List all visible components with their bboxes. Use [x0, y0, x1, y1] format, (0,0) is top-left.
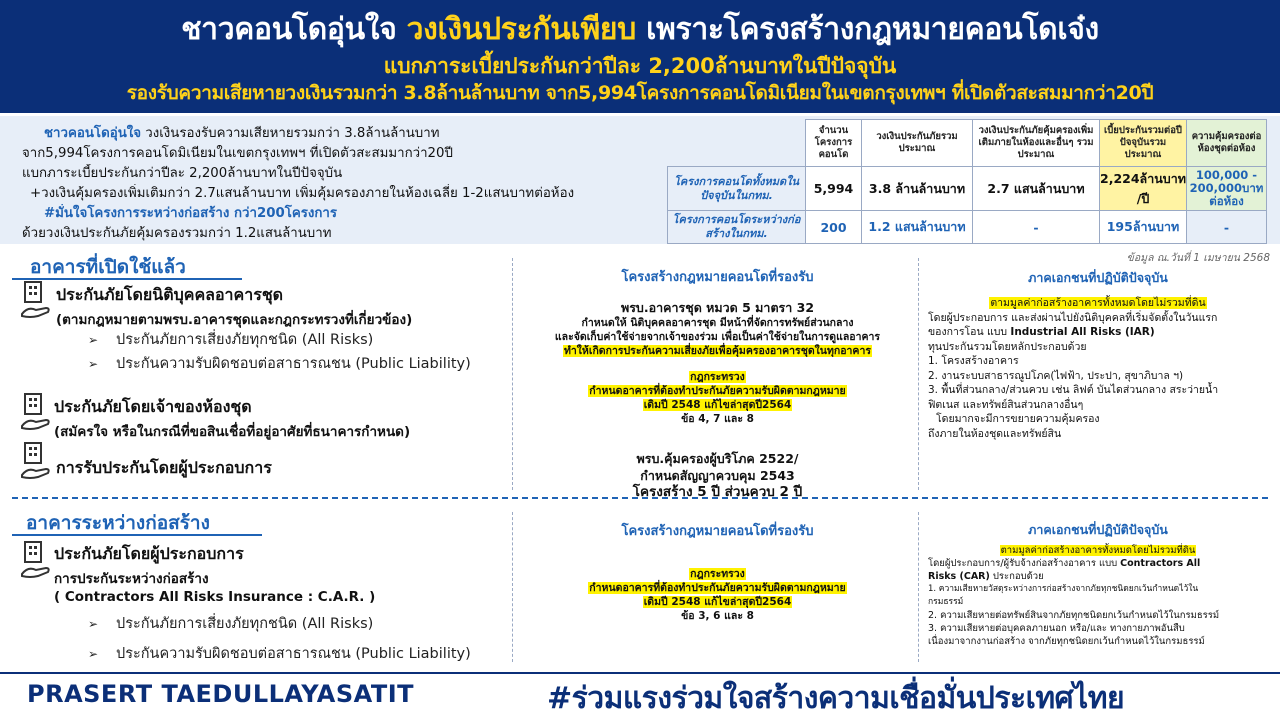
- law-text: กำหนดให้ นิติบุคคลอาคารชุด มีหน้าที่จัดการทรัพย์ส่วนกลาง: [581, 317, 854, 329]
- stats-col-header: ความคุ้มครองต่อห้องชุดต่อห้อง: [1187, 120, 1267, 167]
- insurance-developer: [56, 456, 272, 481]
- law-text: [520, 384, 915, 398]
- headline-part-b: วงเงินประกันเพียบ: [406, 12, 636, 47]
- practice-line: เนื่องมาจากงานก่อสร้าง จากภัยทุกชนิดยกเว้นกำหนดไว้ในกรมธรรม์: [928, 636, 1205, 647]
- law-highlight: กำหนดอาคารที่ต้องทำประกันภัยความรับผิดตามกฎหมาย: [589, 582, 846, 594]
- column-divider: [918, 512, 919, 662]
- bullet-item: [88, 328, 373, 351]
- summary-line-1-rest: วงเงินรองรับความเสียหายรวมกว่า 3.8ล้านล้านบาท: [141, 126, 440, 141]
- practice-line: ทุนประกันรวมโดยหลักประกอบด้วย: [928, 340, 1087, 353]
- column-divider: [512, 258, 513, 490]
- law-text: [520, 567, 915, 581]
- practice-line: โดยผู้ประกอบการ และส่งผ่านไปยังนิติบุคคลที่เริ่มจัดตั้งในวันแรก: [928, 311, 1218, 324]
- legal-heading: โครงสร้างกฎหมายคอนโดที่รองรับ: [621, 270, 814, 285]
- stats-col-header: จำนวนโครงการคอนโด: [806, 120, 862, 167]
- arrow-bullet-icon: ➢: [88, 617, 99, 631]
- law-text: พรบ.อาคารชุด หมวด 5 มาตรา 32: [620, 300, 815, 315]
- legal-heading: โครงสร้างกฎหมายคอนโดที่รองรับ: [621, 524, 814, 539]
- law-text: [520, 370, 915, 384]
- practice-line: ถึงภายในห้องชุดและทรัพย์สิน: [928, 427, 1062, 440]
- practice-bold: Risks (CAR): [928, 571, 990, 582]
- law-text: และจัดเก็บค่าใช้จ่ายจากเจ้าของร่วม เพื่อเป็นค่าใช้จ่ายในการดูแลอาคาร: [554, 331, 881, 343]
- practice-line: [928, 557, 1268, 570]
- insurance-car: [54, 542, 375, 605]
- stats-cell: 1.2 แสนล้านบาท: [862, 211, 973, 244]
- practice-text: ของการโอน แบบ: [928, 326, 1011, 338]
- stats-row-label: โครงการคอนโดระหว่างก่อสร้างในกทม.: [668, 211, 806, 244]
- practice-line: 3. ความเสียหายต่อบุคคลภายนอก หรือ/และ ทางกายภาพอันสืบ: [928, 623, 1185, 634]
- stats-row: [668, 211, 1267, 244]
- law-text: [520, 595, 915, 609]
- stats-cell: -: [973, 211, 1100, 244]
- bullet-item: [88, 612, 373, 635]
- stats-cell: 3.8 ล้านล้านบาท: [862, 167, 973, 211]
- bullet-text: ประกันภัยการเสี่ยงภัยทุกชนิด (All Risks): [116, 332, 374, 348]
- practice-text: ประกอบด้วย: [989, 571, 1044, 582]
- bullet-text: ประกันความรับผิดชอบต่อสาธารณชน (Public Liability): [116, 356, 471, 372]
- bullet-item: [88, 642, 471, 665]
- header-banner: [0, 0, 1280, 113]
- summary-line-6: ด้วยวงเงินประกันภัยคุ้มครองรวมกว่า 1.2แสนล้านบาท: [22, 226, 332, 241]
- headline-sub-1: แบกภาระเบี้ยประกันกว่าปีละ 2,200ล้านบาทในปีปัจจุบัน: [383, 54, 897, 78]
- stats-header-row: [668, 120, 1267, 167]
- stats-row: [668, 167, 1267, 211]
- insurance-title: ประกันภัยโดยเจ้าของห้องชุด: [54, 397, 252, 416]
- private-practice-open: [928, 268, 1268, 441]
- practice-highlight: ตามมูลค่าก่อสร้างอาคารทั้งหมดโดยไม่รวมที่ดิน: [990, 297, 1206, 309]
- legal-structure-open: [520, 266, 915, 501]
- arrow-bullet-icon: ➢: [88, 647, 99, 661]
- stats-cell: 200: [806, 211, 862, 244]
- practice-bold: Industrial All Risks (IAR): [1010, 326, 1155, 338]
- summary-highlight: ชาวคอนโดอุ่นใจ: [44, 126, 142, 141]
- arrow-bullet-icon: ➢: [88, 333, 99, 347]
- law-highlight: เดิมปี 2548 แก้ไขล่าสุดปี2564: [643, 399, 792, 411]
- insurance-subtitle: การประกันระหว่างก่อสร้าง: [54, 571, 209, 587]
- stats-corner: [668, 120, 806, 167]
- insurance-owner: [54, 395, 410, 442]
- legal-structure-construction: [520, 520, 915, 623]
- stats-cell: 2,224ล้านบาท /ปี: [1100, 167, 1187, 211]
- insurance-title: การรับประกันโดยผู้ประกอบการ: [56, 458, 272, 477]
- practice-text: โดยผู้ประกอบการ/ผู้รับจ้างก่อสร้างอาคาร แบบ: [928, 558, 1121, 569]
- stats-cell: 195ล้านบาท: [1100, 211, 1187, 244]
- bullet-item: [88, 352, 471, 375]
- practice-highlight: ตามมูลค่าก่อสร้างอาคารทั้งหมดโดยไม่รวมที่ดิน: [1000, 545, 1196, 556]
- stats-cell: 5,994: [806, 167, 862, 211]
- law-highlight: กำหนดอาคารที่ต้องทำประกันภัยความรับผิดตามกฎหมาย: [589, 385, 846, 397]
- building-icon: [20, 441, 52, 481]
- practice-line: ฟิตเนส และทรัพย์สินส่วนกลางอื่นๆ: [928, 398, 1084, 411]
- insurance-subtitle: (ตามกฎหมายตามพรบ.อาคารชุดและกฎกระทรวงที่เกี่ยวข้อง): [56, 312, 413, 328]
- section-title-construction: อาคารระหว่างก่อสร้าง: [26, 512, 210, 534]
- summary-text: [22, 124, 672, 244]
- summary-line-1: [22, 124, 672, 144]
- stats-table: [667, 119, 1267, 244]
- law-text: [520, 344, 915, 358]
- section-underline: [12, 534, 262, 536]
- law-highlight: กฎกระทรวง: [690, 371, 745, 383]
- headline-part-a: ชาวคอนโดอุ่นใจ: [181, 12, 407, 47]
- section-divider: [12, 497, 1268, 499]
- summary-line-3: แบกภาระเบี้ยประกันกว่าปีละ 2,200ล้านบาทในปีปัจจุบัน: [22, 166, 343, 181]
- practice-line: 2. ความเสียหายต่อทรัพย์สินจากภัยทุกชนิดยกเว้นกำหนดไว้ในกรมธรรม์: [928, 610, 1220, 621]
- practice-line: โดยมากจะมีการขยายความคุ้มครอง: [936, 413, 1100, 425]
- law-text: [520, 398, 915, 412]
- stats-cell: -: [1187, 211, 1267, 244]
- law-text: กำหนดสัญญาควบคุม 2543: [640, 468, 795, 483]
- stats-col-header: วงเงินประกันภัยคุ้มครองเพิ่มเติมภายในห้องและอื่นๆ รวมประมาณ: [973, 120, 1100, 167]
- practice-line: 3. พื้นที่ส่วนกลาง/ส่วนควบ เช่น ลิฟต์ บันไดส่วนกลาง สระว่ายน้ำ: [928, 384, 1219, 396]
- column-divider: [512, 512, 513, 662]
- summary-line-5: #มั่นใจโครงการระหว่างก่อสร้าง กว่า200โครงการ: [44, 206, 338, 221]
- summary-line-2: จาก5,994โครงการคอนโดมิเนียมในเขตกรุงเทพฯ ที่เปิดตัวสะสมมากว่า20ปี: [22, 146, 453, 161]
- source-note: ข้อมูล ณ.วันที่ 1 เมษายน 2568: [1126, 252, 1270, 264]
- practice-line: 2. งานระบบสาธารณูปโภค(ไฟฟ้า, ประปา, สุขาภิบาล ฯ): [928, 369, 1184, 382]
- building-icon: [20, 392, 52, 432]
- law-text: โครงสร้าง 5 ปี ส่วนควบ 2 ปี: [632, 484, 803, 500]
- column-divider: [918, 258, 919, 490]
- law-text: ข้อ 3, 6 และ 8: [681, 610, 754, 622]
- stats-row-label: โครงการคอนโดทั้งหมดในปัจจุบันในกทม.: [668, 167, 806, 211]
- headline-sub-2: รองรับความเสียหายวงเงินรวมกว่า 3.8ล้านล้านบาท จาก5,994โครงการคอนโดมิเนียมในเขตกรุงเทพฯ ที่เปิดตัวสะสมมากว่า20ปี: [126, 82, 1154, 104]
- practice-line: [928, 296, 1268, 311]
- stats-cell: 2.7 แสนล้านบาท: [973, 167, 1100, 211]
- law-highlight: กฎกระทรวง: [690, 568, 745, 580]
- insurance-title: ประกันภัยโดยผู้ประกอบการ: [54, 544, 244, 563]
- law-text: พรบ.คุ้มครองผู้บริโภค 2522/: [636, 451, 799, 466]
- practice-line: 1. โครงสร้างอาคาร: [928, 355, 1019, 367]
- bullet-text: ประกันภัยการเสี่ยงภัยทุกชนิด (All Risks): [116, 616, 374, 632]
- insurance-title: ประกันภัยโดยนิติบุคคลอาคารชุด: [56, 285, 284, 304]
- practice-line: 1. ความเสียหายวัสดุระหว่างการก่อสร้างจากภัยทุกชนิดยกเว้นกำหนดไว้ใน: [928, 584, 1199, 594]
- headline-part-c: เพราะโครงสร้างกฎหมายคอนโดเจ๋ง: [635, 12, 1099, 47]
- law-highlight: เดิมปี 2548 แก้ไขล่าสุดปี2564: [643, 596, 792, 608]
- building-icon: [20, 280, 52, 320]
- stats-col-header: เบี้ยประกันรวมต่อปีปัจจุบันรวมประมาณ: [1100, 120, 1187, 167]
- practice-line: กรมธรรม์: [928, 597, 964, 607]
- insurance-subtitle: ( Contractors All Risks Insurance : C.A.R. ): [54, 589, 376, 605]
- law-highlight: ทำให้เกิดการประกันความเสี่ยงภัยเพื่อคุ้มครองอาคารชุดในทุกอาคาร: [563, 345, 871, 357]
- practice-heading: ภาคเอกชนที่ปฏิบัติปัจจุบัน: [1028, 522, 1168, 537]
- footer-rule: [0, 672, 1280, 674]
- practice-line: [928, 325, 1268, 340]
- stats-col-header: วงเงินประกันภัยรวมประมาณ: [862, 120, 973, 167]
- practice-heading: ภาคเอกชนที่ปฏิบัติปัจจุบัน: [1028, 270, 1168, 285]
- footer-author: PRASERT TAEDULLAYASATIT: [27, 680, 415, 708]
- building-icon: [20, 540, 52, 580]
- arrow-bullet-icon: ➢: [88, 357, 99, 371]
- practice-line: [928, 570, 1268, 583]
- insurance-juristic: [56, 283, 412, 330]
- summary-line-4: +วงเงินคุ้มครองเพิ่มเติมกว่า 2.7แสนล้านบาท เพิ่มคุ้มครองภายในห้องเฉลี่ย 1-2แสนบาทต่อห้อง: [30, 186, 575, 201]
- law-text: [520, 581, 915, 595]
- practice-bold: Contractors All: [1120, 558, 1201, 569]
- bullet-text: ประกันความรับผิดชอบต่อสาธารณชน (Public Liability): [116, 646, 471, 662]
- insurance-subtitle: (สมัครใจ หรือในกรณีที่ขอสินเชื่อที่อยู่อาศัยที่ธนาคารกำหนด): [54, 424, 411, 440]
- footer-hashtag: #ร่วมแรงร่วมใจสร้างความเชื่อมั่นประเทศไทย: [547, 681, 1125, 716]
- law-text: ข้อ 4, 7 และ 8: [681, 413, 754, 425]
- section-title-open: อาคารที่เปิดใช้แล้ว: [30, 256, 186, 278]
- practice-line: [928, 544, 1268, 557]
- headline-main: [0, 6, 1280, 53]
- private-practice-construction: [928, 520, 1268, 648]
- stats-cell: 100,000 - 200,000บาทต่อห้อง: [1187, 167, 1267, 211]
